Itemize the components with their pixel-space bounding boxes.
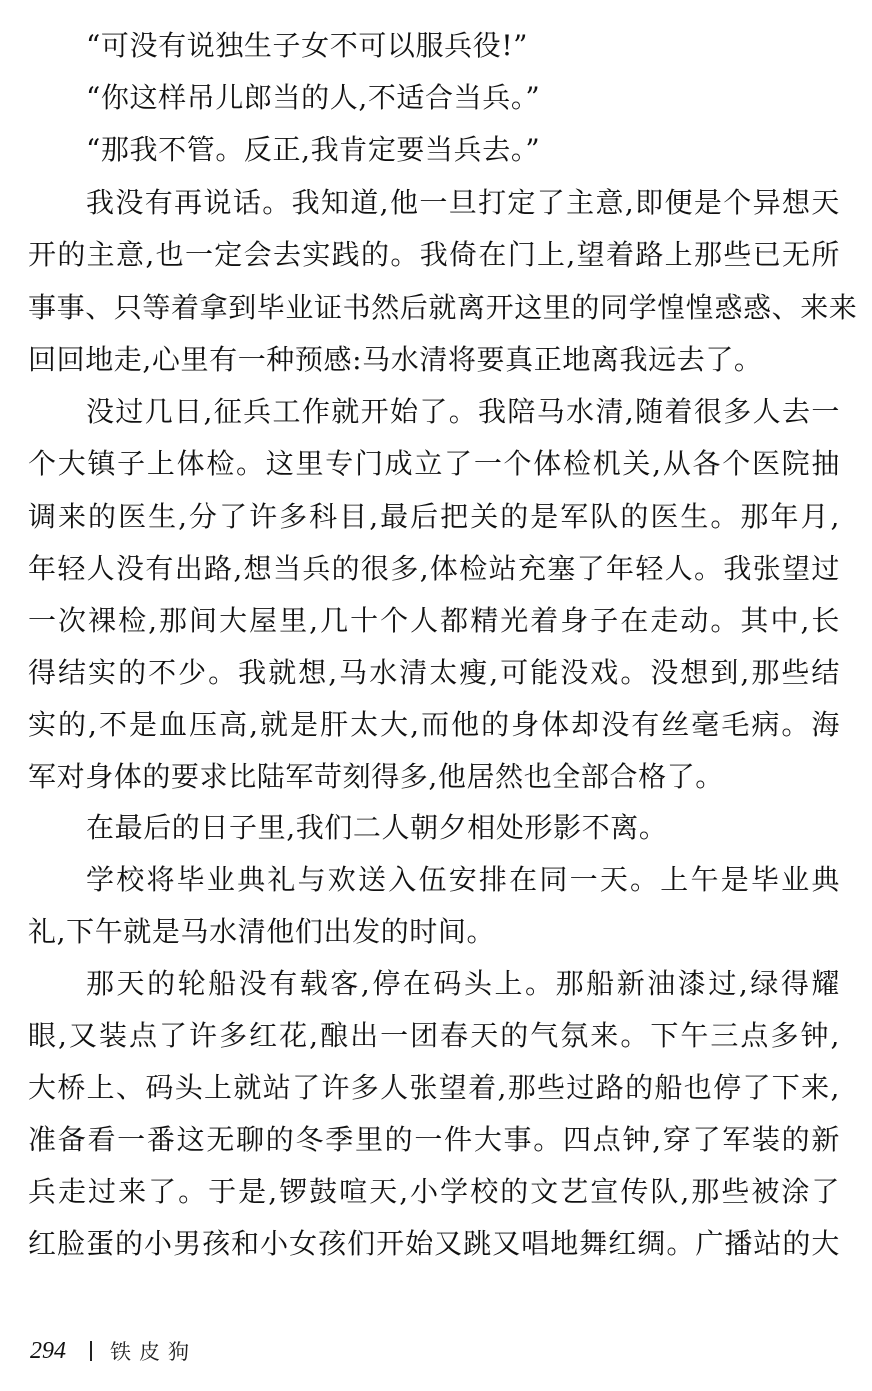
text-line: 没过几日,征兵工作就开始了。我陪马水清,随着很多人去一 [86, 395, 840, 428]
text-line: 得结实的不少。我就想,马水清太瘦,可能没戏。没想到,那些结 [28, 656, 840, 689]
text-line: 实的,不是血压高,就是肝太大,而他的身体却没有丝毫毛病。海 [28, 708, 840, 741]
text-line: 准备看一番这无聊的冬季里的一件大事。四点钟,穿了军装的新 [28, 1123, 840, 1156]
text-line: “那我不管。反正,我肯定要当兵去。” [86, 133, 541, 166]
text-line: 一次裸检,那间大屋里,几十个人都精光着身子在走动。其中,长 [28, 604, 840, 637]
text-line: 开的主意,也一定会去实践的。我倚在门上,望着路上那些已无所 [28, 238, 840, 271]
text-line: 学校将毕业典礼与欢送入伍安排在同一天。上午是毕业典 [86, 863, 840, 896]
text-line: 事事、只等着拿到毕业证书然后就离开这里的同学惶惶惑惑、来来 [28, 291, 858, 324]
text-line: 在最后的日子里,我们二人朝夕相处形影不离。 [86, 811, 668, 844]
text-line: “你这样吊儿郎当的人,不适合当兵。” [86, 81, 541, 114]
book-title: 铁皮狗 [110, 1340, 197, 1364]
text-line: 红脸蛋的小男孩和小女孩们开始又跳又唱地舞红绸。广播站的大 [28, 1227, 840, 1260]
page-footer [30, 1333, 197, 1369]
text-line: “可没有说独生子女不可以服兵役!” [86, 29, 529, 62]
footer-divider [90, 1341, 92, 1361]
text-line: 礼,下午就是马水清他们出发的时间。 [28, 915, 496, 948]
text-line: 兵走过来了。于是,锣鼓喧天,小学校的文艺宣传队,那些被涂了 [28, 1175, 840, 1208]
text-line: 个大镇子上体检。这里专门成立了一个体检机关,从各个医院抽 [28, 447, 840, 480]
text-line: 军对身体的要求比陆军苛刻得多,他居然也全部合格了。 [28, 760, 724, 793]
text-line: 调来的医生,分了许多科目,最后把关的是军队的医生。那年月, [28, 500, 840, 533]
text-line: 我没有再说话。我知道,他一旦打定了主意,即便是个异想天 [86, 186, 840, 219]
text-line: 眼,又装点了许多红花,酿出一团春天的气氛来。下午三点多钟, [28, 1019, 840, 1052]
text-line: 大桥上、码头上就站了许多人张望着,那些过路的船也停了下来, [28, 1071, 840, 1104]
text-line: 年轻人没有出路,想当兵的很多,体检站充塞了年轻人。我张望过 [28, 552, 840, 585]
page-number: 294 [30, 1337, 66, 1364]
text-line: 回回地走,心里有一种预感:马水清将要真正地离我远去了。 [28, 343, 763, 376]
text-line: 那天的轮船没有载客,停在码头上。那船新油漆过,绿得耀 [86, 967, 840, 1000]
